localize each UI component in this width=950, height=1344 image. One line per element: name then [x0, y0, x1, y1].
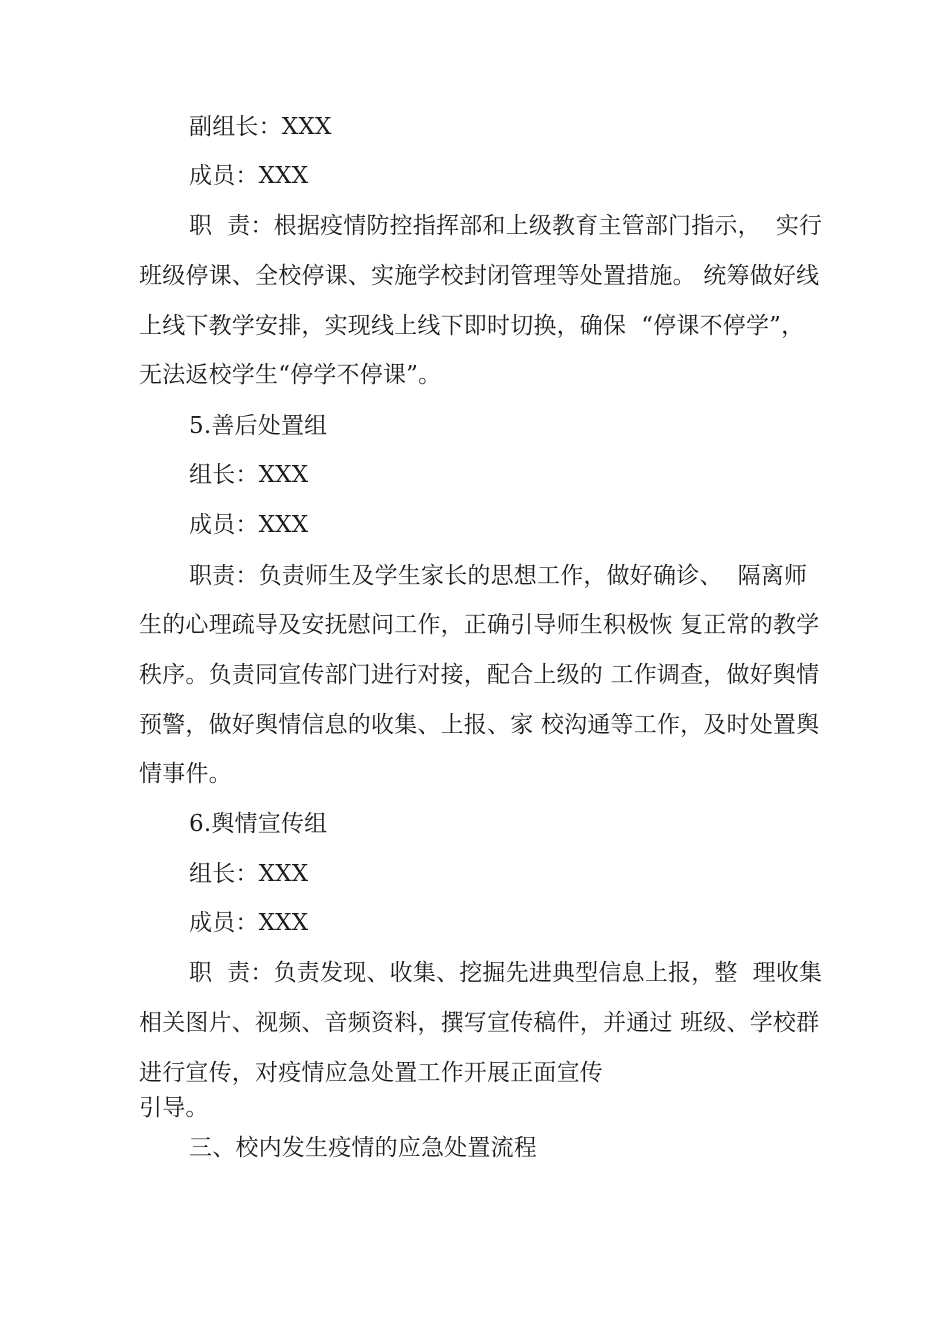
duty-paragraph-line: 生的心理疏导及安抚慰问工作，正确引导师生积极恢 复正常的教学	[139, 612, 820, 638]
duty-paragraph-line: 秩序。负责同宣传部门进行对接，配合上级的 工作调查，做好舆情	[139, 662, 820, 688]
duty-paragraph-line: 情事件。	[139, 761, 232, 787]
duty-paragraph-line: 职责：负责师生及学生家长的思想工作，做好确诊、 隔离师	[189, 563, 808, 589]
chapter-heading: 三、校内发生疫情的应急处置流程	[189, 1135, 537, 1161]
duty-paragraph-line: 引导。	[139, 1095, 209, 1121]
duty-paragraph-line: 班级停课、全校停课、实施学校封闭管理等处置措施。 统筹做好线	[139, 263, 820, 289]
members-line: 成员：XXX	[189, 163, 309, 189]
section-heading: 5.善后处置组	[189, 413, 328, 439]
duty-paragraph-line: 职 责：负责发现、收集、挖掘先进典型信息上报，整 理收集	[189, 960, 823, 986]
duty-paragraph-line: 相关图片、视频、音频资料，撰写宣传稿件，并通过 班级、学校群	[139, 1010, 820, 1036]
section-heading: 6.舆情宣传组	[189, 811, 328, 837]
duty-paragraph-line: 职 责：根据疫情防控指挥部和上级教育主管部门指示， 实行	[189, 213, 823, 239]
deputy-leader-line: 副组长：XXX	[189, 114, 332, 140]
duty-paragraph-line: 上线下教学安排，实现线上线下即时切换，确保 “停课不停学”，	[139, 313, 805, 339]
members-line: 成员：XXX	[189, 910, 309, 936]
duty-paragraph-line: 进行宣传，对疫情应急处置工作开展正面宣传	[139, 1060, 603, 1086]
duty-paragraph-line: 预警，做好舆情信息的收集、上报、家 校沟通等工作，及时处置舆	[139, 712, 820, 738]
members-line: 成员：XXX	[189, 512, 309, 538]
duty-paragraph-line: 无法返校学生“停学不停课”。	[139, 362, 442, 388]
leader-line: 组长：XXX	[189, 462, 309, 488]
leader-line: 组长：XXX	[189, 861, 309, 887]
